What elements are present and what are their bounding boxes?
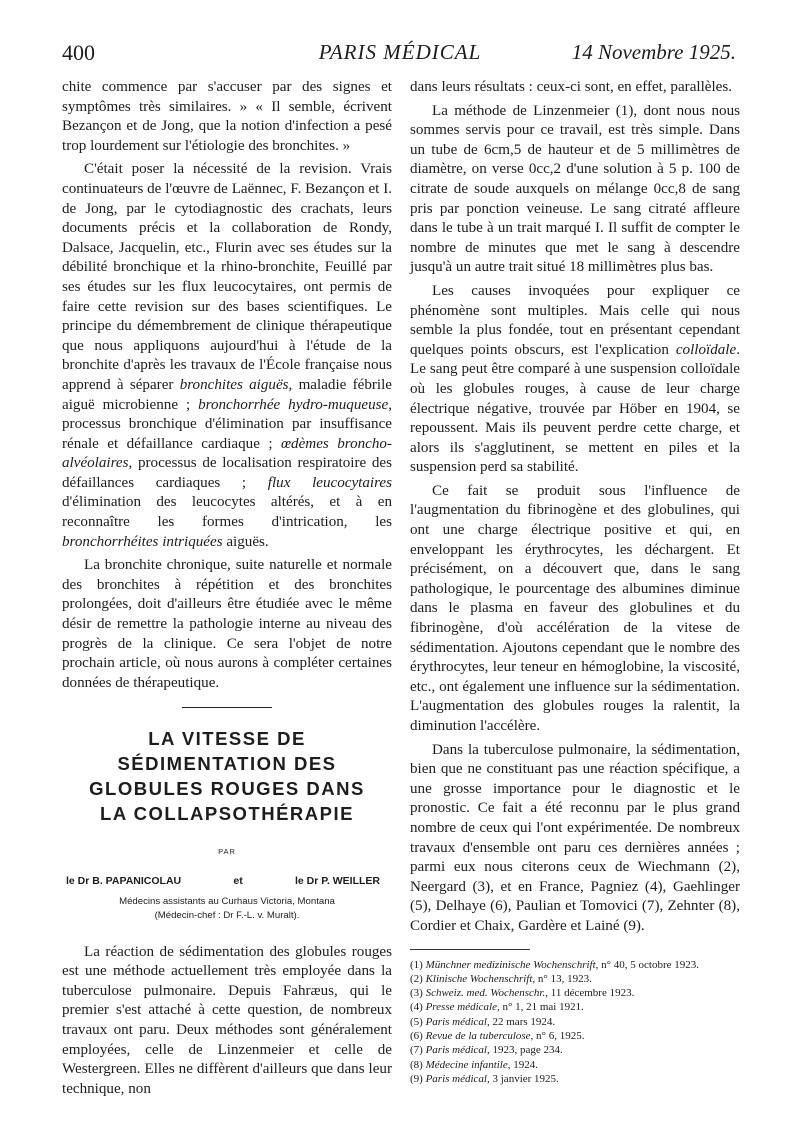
paragraph: La réaction de sédimentation des globules rouges est une méthode actuellement très employée dans la tuberculose pulmonaire. Depuis Fahræus, qui le premier s'est attaché à cette question, de nombreux travaux ont paru. Deux méthodes sont généralement employées, celle de Linzenmeier et celle de Westergreen. Elles ne diffèrent d'ailleurs que dans leur technique, non [62,943,392,1097]
paragraph: dans leurs résultats : ceux-ci sont, en effet, parallèles. [410,79,733,95]
paragraph: chite commence par s'accuser par des signes et symptômes très similaires. » « Il semble, écrivent Bezançon et de Jong, que la notion d'infection a pesé trop lourdement sur l'étiologie des bronchites. » [62,79,392,154]
paragraph: La méthode de Linzenmeier (1), dont nous nous sommes servis pour ce travail, est très simple. Dans un tube de 6cm,5 de hauteur et de 5 millimètres de diamètre, on verse 0cc,2 d'une solution à 5 p. 100 de citrate de soude auxquels on mélange 0cc,8 de sang pris par ponction veineuse. Le sang citraté affleure dans le tube à un trait marqué I. Il suffit de compter le nombre de minutes que met le sang à descendre jusqu'à un autre trait situé 18 millimètres plus bas. [410,102,740,276]
footnote: (8) Médecine infantile, 1924. [410,1058,538,1071]
page-number: 400 [62,40,95,65]
authors [62,872,392,892]
author-2: le Dr P. WEILLER [295,875,380,887]
author-separator: et [233,875,243,887]
footnote-divider [410,949,530,950]
footnote: (3) Schweiz. med. Wochenschr., 11 décembre 1923. [410,987,635,1000]
footnote: (5) Paris médical, 22 mars 1924. [410,1015,556,1028]
right-column [410,78,740,1086]
affiliation: Médecins assistants au Curhaus Victoria, Montana (Médecin-chef : Dr F.-L. v. Muralt). [119,895,335,921]
issue-date: 14 Novembre 1925. [571,40,736,64]
left-column [62,78,392,1103]
byline-par: PAR [218,847,236,857]
footnote: (7) Paris médical, 1923, page 234. [410,1044,563,1057]
paragraph: Ce fait se produit sous l'influence de l'augmentation du fibrinogène et des globulines, qui ont une charge électrique positive et qui, en enveloppant les érythrocytes, les déchargent. Et précisément, on a découvert que, dans le sang pathologique, le pourcentage des albumines diminue dans le plasma en faveur des globulines et du fibrinogène, d'où accélération de la vitese de sédimentation. Ajoutons cependant que le nombre des érythrocytes, leur teneur en hémoglobine, la viscosité, etc., ont également une influence sur la sédimentation. L'augmentation des globules rouges la ralentit, la diminution l'accélère. [410,482,740,734]
section-divider [182,707,272,708]
footnote: (4) Presse médicale, n° 1, 21 mai 1921. [410,1001,584,1014]
paragraph: La bronchite chronique, suite naturelle et normale des bronchites à répétition et des bronchites prolongées, doit d'ailleurs être étudiée avec le même désir de remettre la pathologie interne au niveau des progrès de la clinique. Ce sera l'objet de notre prochain article, où nous aurons à compléter certaines données de thérapeutique. [62,557,392,691]
footnote: (6) Revue de la tuberculose, n° 6, 1925. [410,1030,585,1043]
paragraph: C'était poser la nécessité de la revision. Vrais continuateurs de l'œuvre de Laënnec, F. Bezançon et I. de Jong, par le cytodiagnostic des crachats, leurs documents précis et la collaboration de Rondy, Dalsace, Jacquelin, etc., Flurin avec ses études sur la débilité bronchique et la rhino-bronchite, Feuillé par ses études sur les flux leucocytaires, ont permis de faire cette revision sur des bases scientifiques. Le principe du démembrement de clinique thérapeutique que nous appliquons aujourd'hui à l'étude de la bronchite d'après les travaux de l'École française nous apprend à séparer bronchites aiguës, maladie fébrile aiguë microbienne ; bronchorrhée hydro-muqueuse, processus bronchique d'élimination par insuffisance rénale et défaillance cardiaque ; œdèmes broncho-alvéolaires, processus de localisation respiratoire des défaillances cardiaques ; flux leucocytaires d'élimination des leucocytes altérés, et à en reconnaître les formes d'intrication, les bronchorrhéites intriquées aiguës. [62,161,392,550]
paragraph: Dans la tuberculose pulmonaire, la sédimentation, bien que ne constituant pas une réaction spécifique, a une grosse importance pour le diagnostic et le pronostic. Ce fait a été reconnu par le plus grand nombre de ceux qui l'ont expérimentée. De nombreux travaux d'ensemble ont paru ces dernières années ; parmi eux nous citerons ceux de Wiechmann (2), Neergard (3), et en France, Pagniez (4), Gaehlinger (5), Delhaye (6), Paulian et Tomovici (7), Zehnter (8), Cordier et Chaix, Gardère et Lainé (9). [410,741,740,934]
journal-title: PARIS MÉDICAL [318,40,482,64]
paragraph: Les causes invoquées pour expliquer ce phénomène sont multiples. Mais celle qui nous semble la plus fondée, tout en présentant cependant quelques points obscurs, est l'explication colloïdale. Le sang peut être comparé à une suspension colloïdale où les globules rouges, à cause de leur charge électrique négative, trouvée par Höber en 1904, se repoussent. Mais ils peuvent perdre cette charge, et alors ils s'agglutinent, se mettent en piles et la suspension perd sa stabilité. [410,282,740,476]
footnotes [410,958,740,1087]
page-header [56,38,744,72]
article-title: LA VITESSE DE SÉDIMENTATION DES GLOBULES ROUGES DANS LA COLLAPSOTHÉRAPIE [89,728,365,825]
footnote: (9) Paris médical, 3 janvier 1925. [410,1072,559,1085]
author-1: le Dr B. PAPANICOLAU [66,875,182,887]
footnote: (2) Klinische Wochenschrift, n° 13, 1923. [410,972,592,985]
footnote: (1) Münchner medizinische Wochenschrift, n° 40, 5 octobre 1923. [410,958,700,971]
